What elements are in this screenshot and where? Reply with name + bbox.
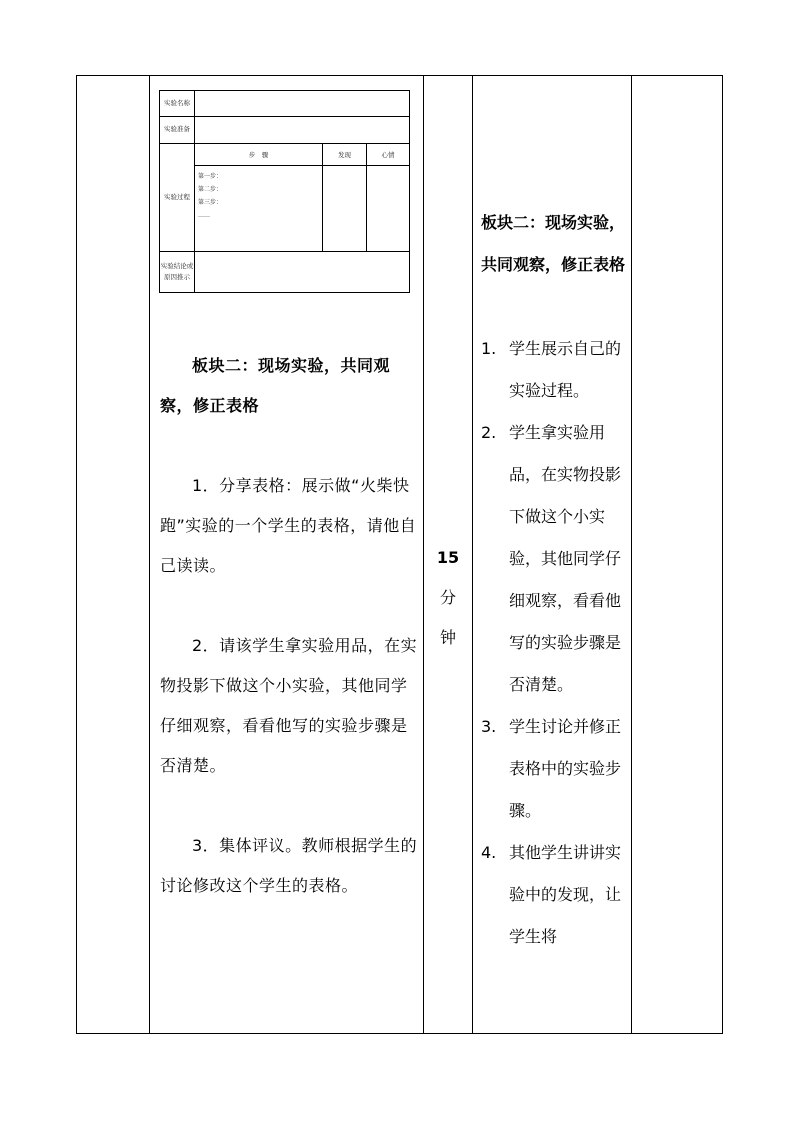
list-item-text: 学生拿实验用品，在实物投影下做这个小实验，其他同学仔细观察，看看他写的实验步骤是否清楚。 [509, 423, 622, 694]
worksheet-steps-header: 步 骤 [195, 143, 323, 166]
worksheet-step: …… [198, 212, 210, 220]
time-unit-2: 钟 [439, 628, 456, 647]
teacher-block-title: 板块二：现场实验，共同观察，修正表格 [160, 356, 391, 415]
list-item-text: 学生讨论并修正表格中的实验步骤。 [509, 717, 622, 820]
worksheet-conclusion-value [195, 251, 410, 292]
list-item [481, 832, 626, 958]
teacher-paragraph-2: 2．请该学生拿实验用品，在实物投影下做这个小实验，其他同学仔细观察，看看他写的实验步骤是否清楚。 [160, 636, 418, 775]
worksheet-steps-list [195, 166, 323, 252]
teacher-paragraph-3: 3．集体评议。教师根据学生的讨论修改这个学生的表格。 [160, 836, 418, 895]
student-block-title: 板块二：现场实验，共同观察，修正表格 [481, 213, 626, 274]
worksheet-findings-value [323, 166, 367, 252]
list-item-number: 2. [481, 423, 497, 442]
list-item-number: 1. [481, 339, 497, 358]
teacher-activity-cell [150, 76, 424, 1034]
list-item [481, 706, 626, 832]
worksheet-name-value [195, 91, 410, 117]
right-notes-cell [632, 76, 723, 1034]
time-number: 15 [436, 548, 460, 567]
time-duration [424, 538, 472, 658]
worksheet-findings-header: 发现 [323, 143, 367, 166]
list-item [481, 412, 626, 706]
worksheet-step: 第三步： [198, 199, 223, 207]
worksheet-step: 第一步： [198, 173, 223, 181]
worksheet-conclusion-label-line1: 实验结论或 [160, 261, 194, 270]
time-cell [424, 76, 473, 1034]
time-unit-1: 分 [439, 588, 456, 607]
list-item-text: 学生展示自己的实验过程。 [509, 339, 622, 400]
worksheet-conclusion-label [160, 251, 195, 292]
worksheet-feelings-header: 心情 [367, 143, 410, 166]
list-item-number: 3. [481, 717, 497, 736]
worksheet-step: 第二步： [198, 186, 223, 194]
experiment-worksheet-table [159, 90, 410, 293]
worksheet-feelings-value [367, 166, 410, 252]
student-activity-cell [473, 76, 632, 1034]
left-margin-cell [77, 76, 150, 1034]
teacher-paragraph-1: 1．分享表格：展示做“火柴快跑”实验的一个学生的表格，请他自己读读。 [160, 476, 417, 575]
list-item-number: 4. [481, 843, 497, 862]
worksheet-process-label: 实验过程 [160, 143, 195, 251]
teacher-activity-text [160, 346, 418, 906]
worksheet-conclusion-label-line2: 原因推示 [164, 272, 190, 281]
worksheet-prep-label: 实验准备 [160, 116, 195, 143]
student-activity-text [481, 202, 626, 958]
list-item-text: 其他学生讲讲实验中的发现，让学生将 [509, 843, 622, 946]
worksheet-name-label: 实验名称 [160, 91, 195, 117]
student-activity-list [481, 328, 626, 958]
worksheet-prep-value [195, 116, 410, 143]
lesson-plan-table [76, 75, 723, 1034]
list-item [481, 328, 626, 412]
